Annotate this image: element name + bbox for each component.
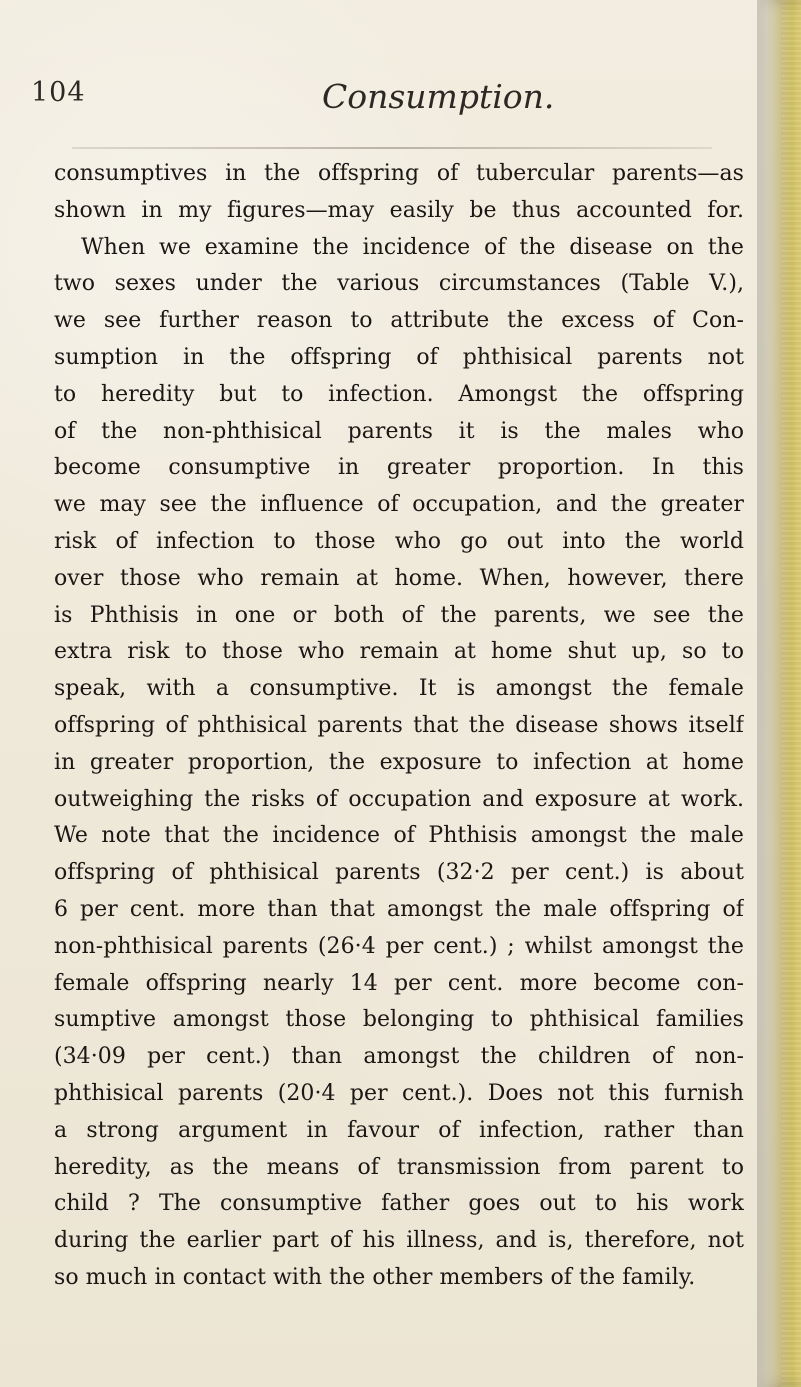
text-line: shown in my figures—may easily be thus accounted for. <box>54 197 744 223</box>
text-line: sumptive amongst those belonging to phthisical families <box>54 1007 744 1033</box>
page-number: 104 <box>31 77 86 108</box>
text-line: heredity, as the means of transmission from parent to <box>54 1154 744 1180</box>
page-gutter-texture <box>781 0 801 1387</box>
text-line: sumption in the offspring of phthisical parents not <box>54 344 744 370</box>
text-line: we see further reason to attribute the excess of Con- <box>54 308 744 334</box>
text-line: offspring of phthisical parents that the disease shows itself <box>54 712 744 738</box>
text-line: When we examine the incidence of the disease on the <box>81 234 744 260</box>
text-line: outweighing the risks of occupation and exposure at work. <box>54 786 744 812</box>
text-line: of the non-phthisical parents it is the males who <box>54 418 744 444</box>
text-line: non-phthisical parents (26·4 per cent.) ; whilst amongst the <box>54 933 744 959</box>
body-text <box>54 156 744 1297</box>
text-line: female offspring nearly 14 per cent. more become con- <box>54 970 744 996</box>
text-line: 6 per cent. more than that amongst the male offspring of <box>54 896 744 922</box>
text-line: (34·09 per cent.) than amongst the children of non- <box>54 1044 744 1070</box>
text-line: to heredity but to infection. Amongst the offspring <box>54 381 744 407</box>
text-line: in greater proportion, the exposure to infection at home <box>54 749 744 775</box>
text-line: extra risk to those who remain at home shut up, so to <box>54 639 744 665</box>
text-line: We note that the incidence of Phthisis amongst the male <box>54 823 744 849</box>
text-line: during the earlier part of his illness, and is, therefore, not <box>54 1228 744 1254</box>
text-line: child ? The consumptive father goes out to his work <box>54 1191 744 1217</box>
running-head: Consumption. <box>322 77 555 116</box>
text-line: phthisical parents (20·4 per cent.). Does not this furnish <box>54 1080 744 1106</box>
text-line: speak, with a consumptive. It is amongst the female <box>54 676 744 702</box>
text-line: a strong argument in favour of infection, rather than <box>54 1117 744 1143</box>
text-line: become consumptive in greater proportion. In this <box>54 455 744 481</box>
header-rule <box>72 147 712 149</box>
text-line: is Phthisis in one or both of the parents, we see the <box>54 602 744 628</box>
text-line: risk of infection to those who go out into the world <box>54 528 744 554</box>
text-line: we may see the influence of occupation, and the greater <box>54 492 744 518</box>
text-line: over those who remain at home. When, however, there <box>54 565 744 591</box>
text-line: offspring of phthisical parents (32·2 per cent.) is about <box>54 860 744 886</box>
text-line: so much in contact with the other members of the family. <box>54 1264 696 1290</box>
text-line: consumptives in the offspring of tubercular parents—as <box>54 161 744 186</box>
text-line: two sexes under the various circumstances (Table V.), <box>54 271 744 297</box>
